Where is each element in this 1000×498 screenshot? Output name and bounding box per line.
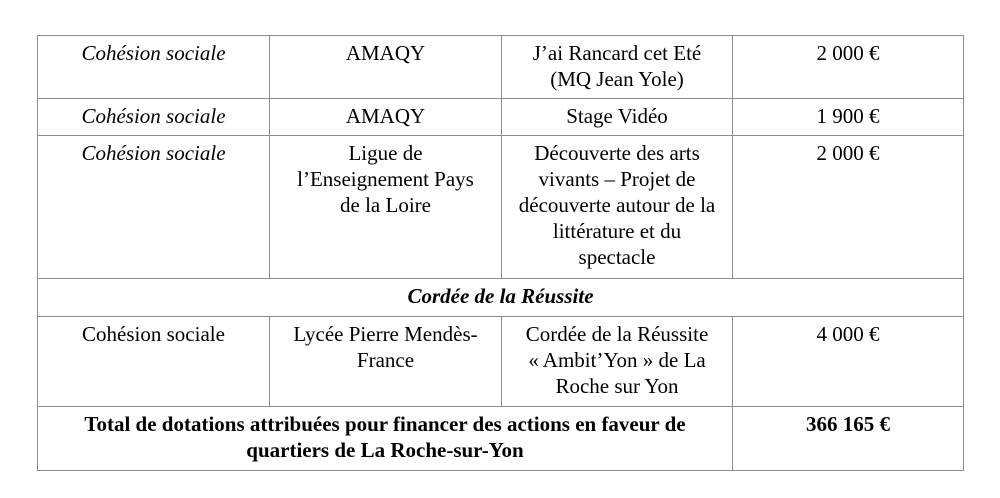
action-cell: J’ai Rancard cet Eté (MQ Jean Yole) [502, 36, 733, 99]
amount-cell: 2 000 € [733, 36, 964, 99]
organization-cell: Ligue de l’Enseignement Pays de la Loire [270, 136, 502, 279]
table-row [38, 36, 964, 99]
amount-cell: 4 000 € [733, 317, 964, 407]
domain-cell: Cohésion sociale [38, 99, 270, 136]
section-heading-row [38, 279, 964, 317]
domain-cell: Cohésion sociale [38, 36, 270, 99]
organization-cell: Lycée Pierre Mendès- France [270, 317, 502, 407]
domain-cell: Cohésion sociale [38, 136, 270, 279]
total-amount: 366 165 € [733, 407, 964, 471]
funding-table [37, 35, 964, 471]
table-row [38, 136, 964, 279]
table-row [38, 99, 964, 136]
amount-cell: 2 000 € [733, 136, 964, 279]
organization-cell: AMAQY [270, 36, 502, 99]
domain-cell: Cohésion sociale [38, 317, 270, 407]
organization-cell: AMAQY [270, 99, 502, 136]
section-heading: Cordée de la Réussite [38, 279, 964, 317]
amount-cell: 1 900 € [733, 99, 964, 136]
total-label: Total de dotations attribuées pour financer des actions en faveur de quartiers de La Roche-sur-Yon [38, 407, 733, 471]
table-row [38, 317, 964, 407]
action-cell: Cordée de la Réussite « Ambit’Yon » de La Roche sur Yon [502, 317, 733, 407]
action-cell: Découverte des arts vivants – Projet de découverte autour de la littérature et du spectacle [502, 136, 733, 279]
action-cell: Stage Vidéo [502, 99, 733, 136]
total-row [38, 407, 964, 471]
